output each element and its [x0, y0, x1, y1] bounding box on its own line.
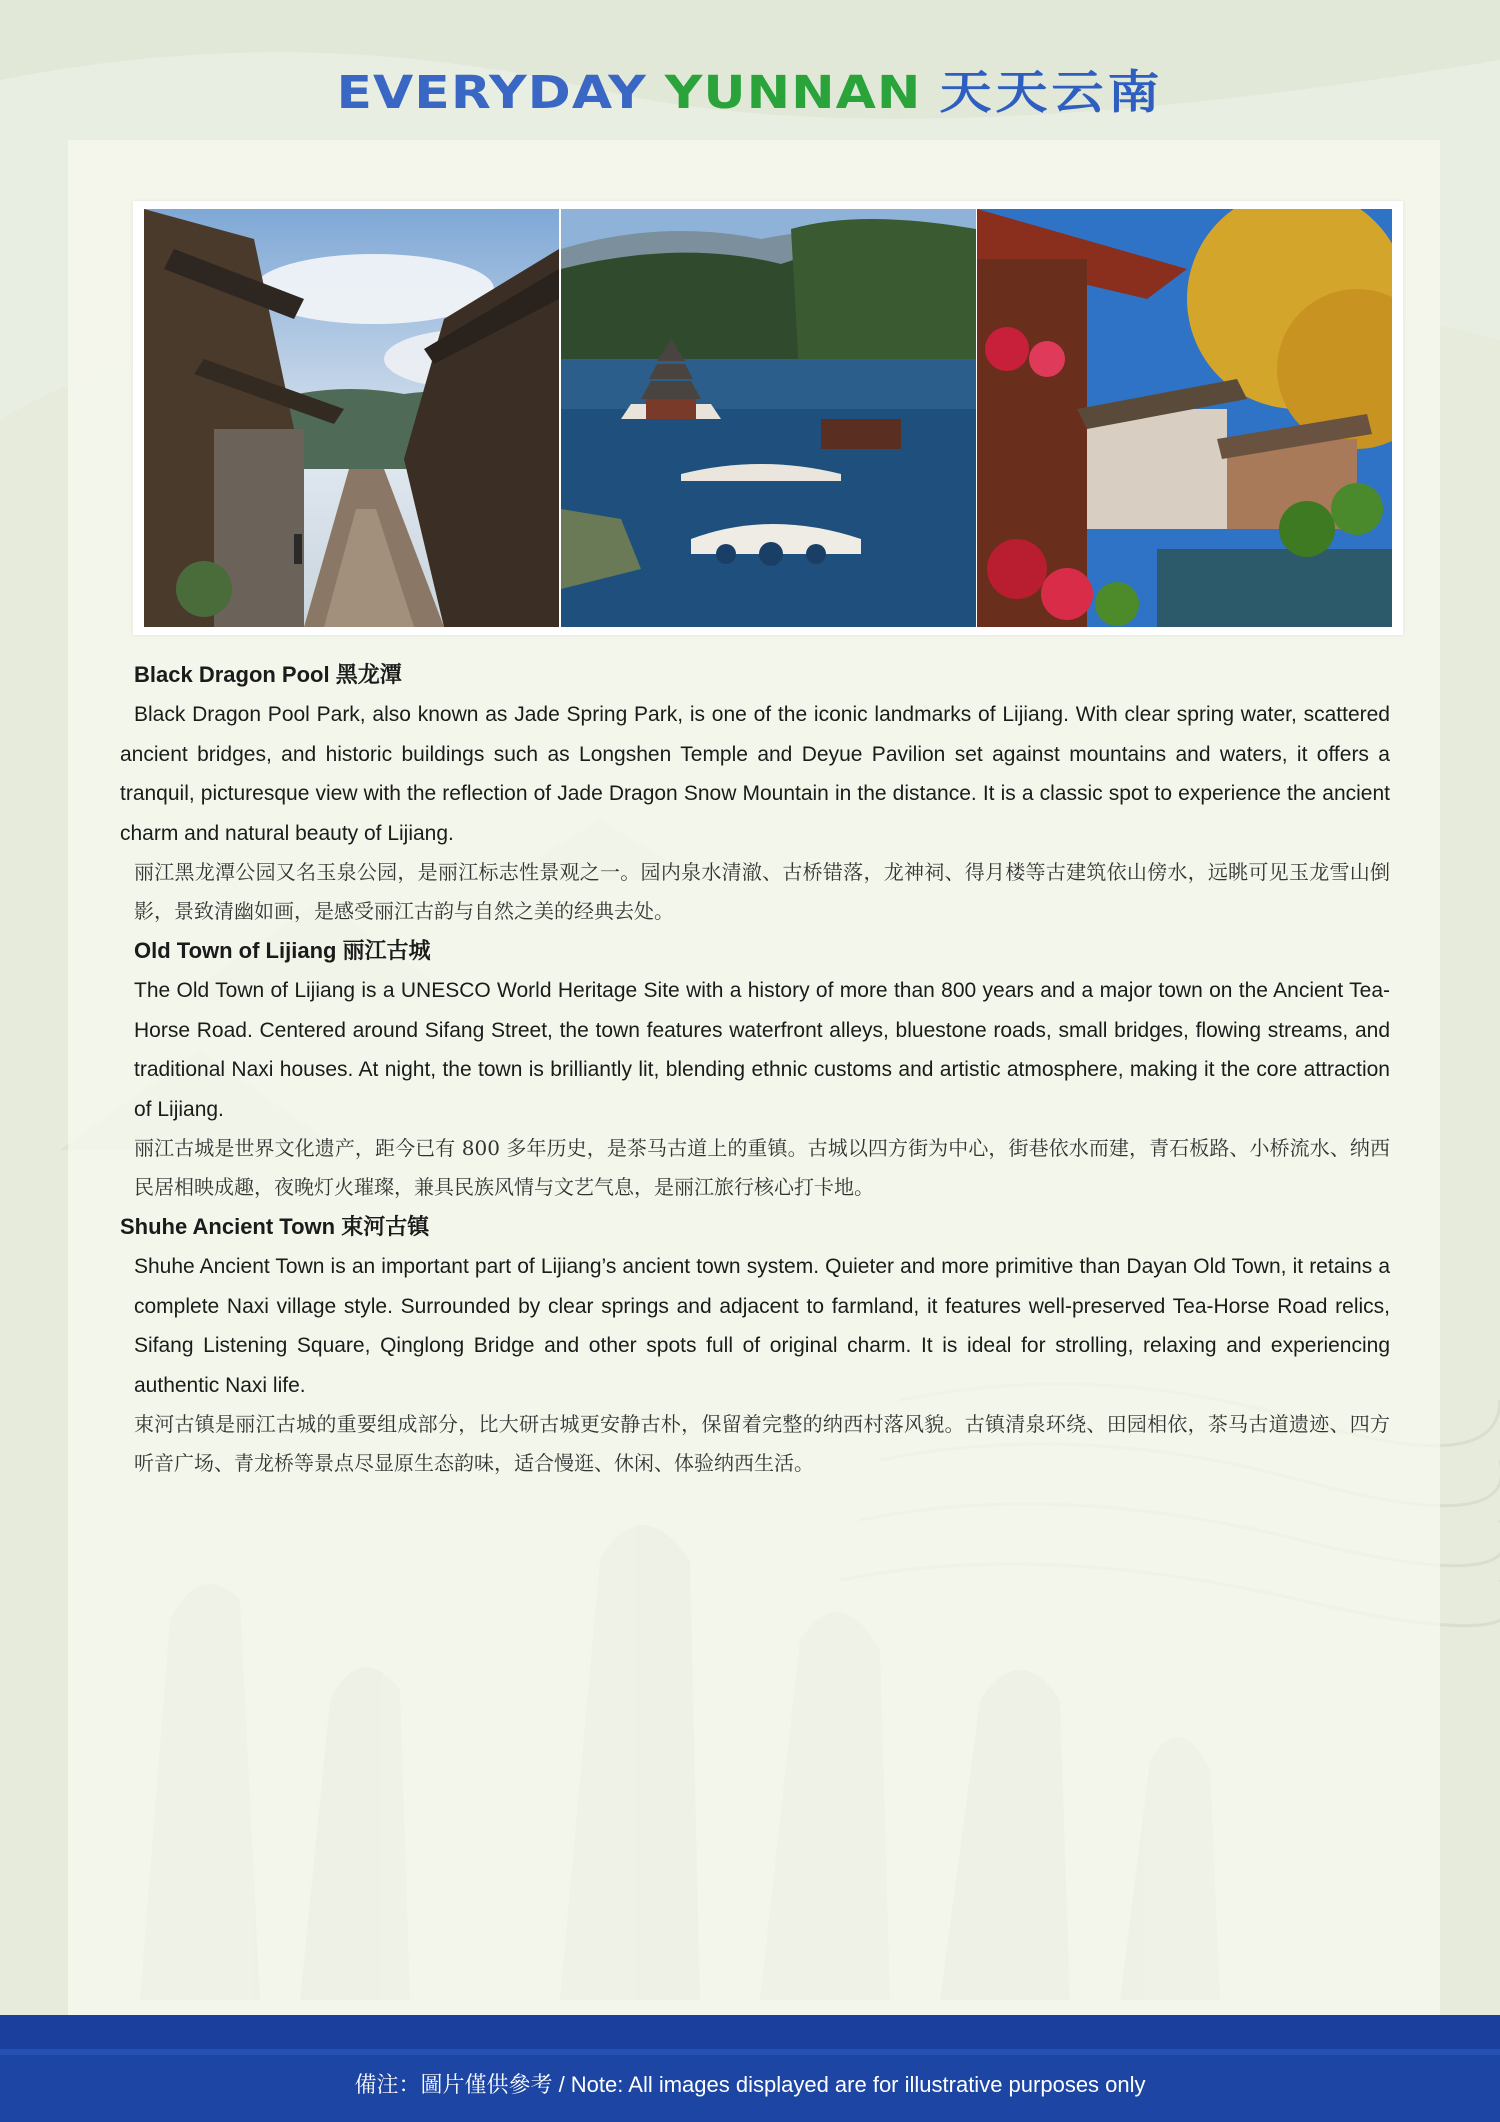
- photo-strip: [133, 201, 1403, 635]
- section-paragraph-en: Shuhe Ancient Town is an important part of Lijiang’s ancient town system. Quieter and more primitive than Dayan Old Town, it retains a complete Naxi village style. Surrounded by clear springs and adjacent to farmland, it features well-preserved Tea-Horse Road relics, Sifang Listening Square, Qinglong Bridge and other spots full of original charm. It is ideal for strolling, relaxing and experiencing authentic Naxi life.: [134, 1255, 1390, 1397]
- title-yunnan: YUNNAN: [664, 66, 922, 120]
- section-paragraph-en: The Old Town of Lijiang is a UNESCO World Heritage Site with a history of more than 800 years and a major town on the Ancient Tea-Horse Road. Centered around Sifang Street, the town features waterfront alleys, bluestone roads, small bridges, flowing streams, and traditional Naxi houses. At night, the town is brilliantly lit, blending ethnic customs and artistic atmosphere, making it the core attraction of Lijiang.: [134, 979, 1390, 1121]
- section-paragraph-zh: 丽江黑龙潭公园又名玉泉公园，是丽江标志性景观之一。园内泉水清澈、古桥错落，龙神祠、得月楼等古建筑依山傍水，远眺可见玉龙雪山倒影，景致清幽如画，是感受丽江古韵与自然之美的经典去处。: [134, 860, 1390, 923]
- section-heading: Shuhe Ancient Town 束河古镇: [120, 1214, 430, 1239]
- page-title: [0, 58, 1500, 128]
- section-heading: Black Dragon Pool 黑龙潭: [134, 662, 402, 687]
- section-paragraph-zh: 丽江古城是世界文化遗产，距今已有 800 多年历史，是茶马古道上的重镇。古城以四方街为中心，街巷依水而建，青石板路、小桥流水、纳西民居相映成趣，夜晚灯火璀璨，兼具民族风情与文艺气息，是丽江旅行核心打卡地。: [134, 1136, 1390, 1199]
- black-dragon-pool-photo: [561, 209, 976, 627]
- footer-note: 備注：圖片僅供參考 / Note: All images displayed are for illustrative purposes only: [354, 2072, 1146, 2097]
- title-chinese: 天天云南: [939, 66, 1164, 120]
- footer-stripe-accent: [0, 2049, 1500, 2055]
- title-everyday: EVERYDAY: [336, 66, 647, 120]
- footer-stripe: [0, 2015, 1500, 2049]
- lijiang-street-photo: [144, 209, 559, 627]
- section-paragraph-zh: 束河古镇是丽江古城的重要组成部分，比大研古城更安静古朴，保留着完整的纳西村落风貌。古镇清泉环绕、田园相依，茶马古道遗迹、四方听音广场、青龙桥等景点尽显原生态韵味，适合慢逛、休闲、体验纳西生活。: [134, 1412, 1390, 1475]
- flower-canal-photo: [977, 209, 1392, 627]
- section-paragraph-en: Black Dragon Pool Park, also known as Jade Spring Park, is one of the iconic landmarks of Lijiang. With clear spring water, scattered ancient bridges, and historic buildings such as Longshen Temple and Deyue Pavilion set against mountains and waters, it offers a tranquil, picturesque view with the reflection of Jade Dragon Snow Mountain in the distance. It is a classic spot to experience the ancient charm and natural beauty of Lijiang.: [120, 703, 1390, 845]
- article-body: [120, 655, 1390, 1483]
- section-heading: Old Town of Lijiang 丽江古城: [134, 938, 431, 963]
